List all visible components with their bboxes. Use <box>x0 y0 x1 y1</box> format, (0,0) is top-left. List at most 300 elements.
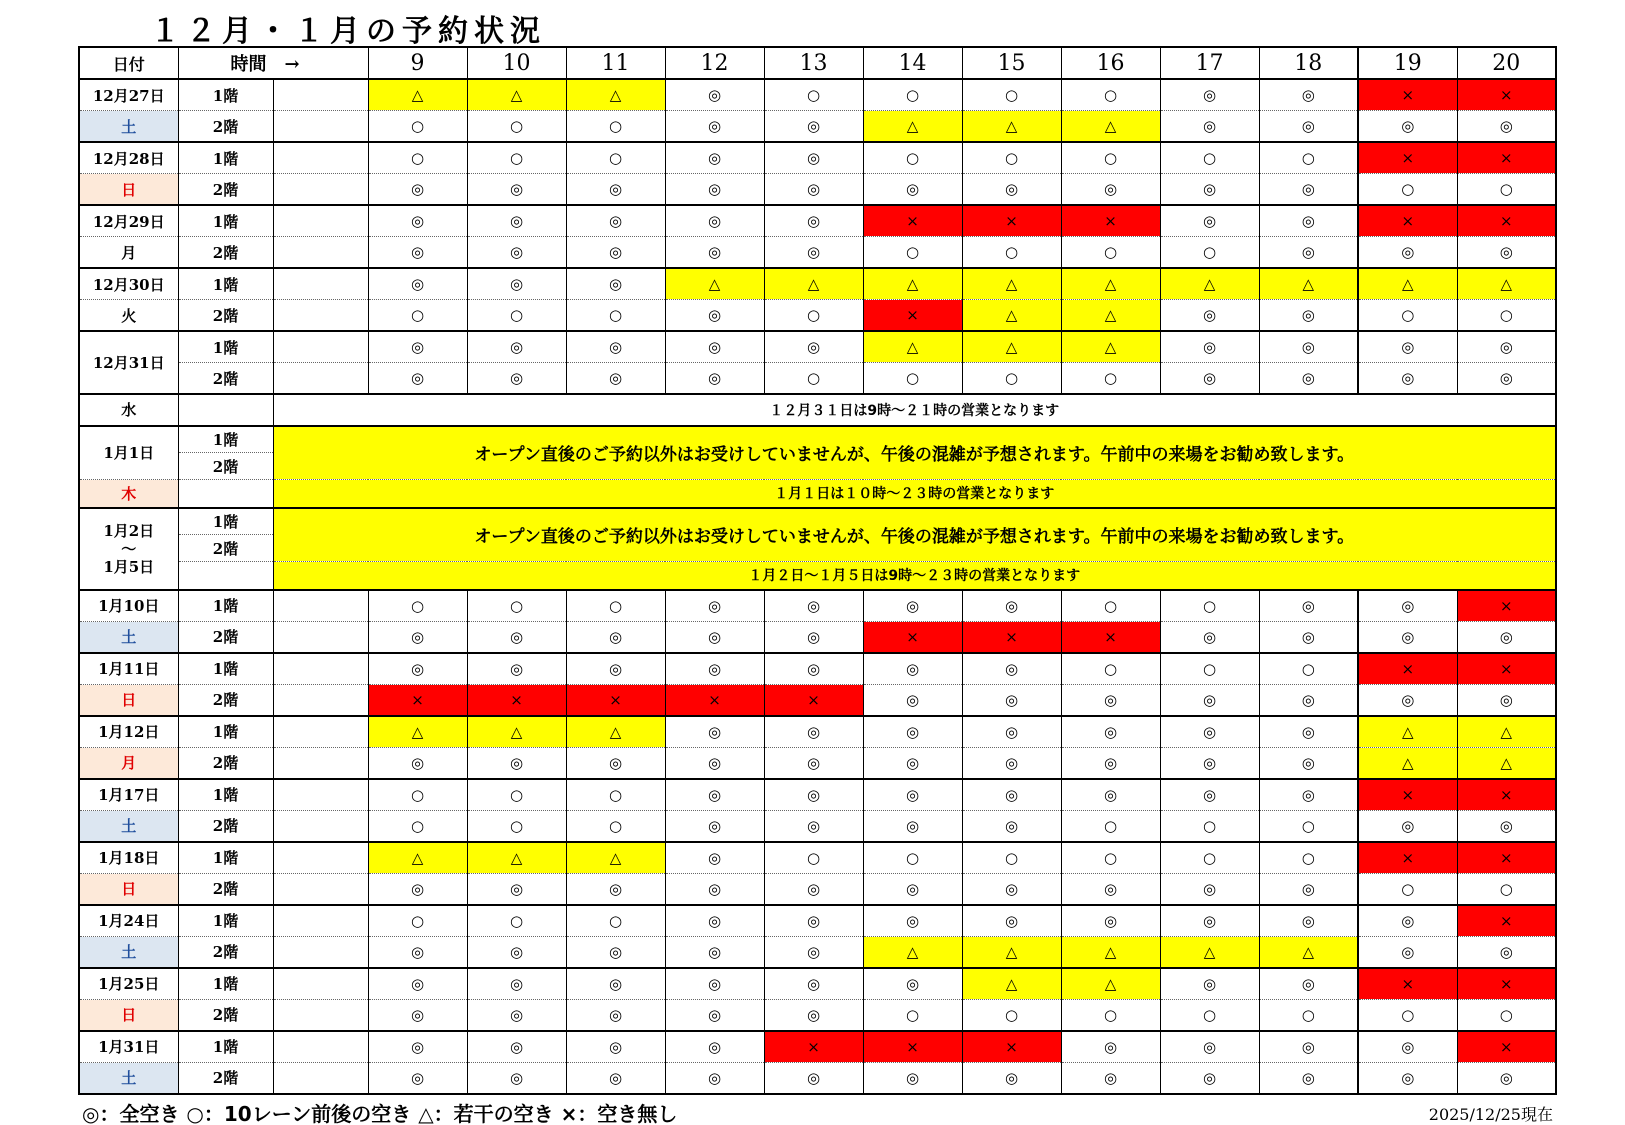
slot-cell: × <box>863 1031 962 1063</box>
day-cell: 日 <box>79 873 178 905</box>
floor-cell: 1階 <box>178 653 273 685</box>
floor-cell: 2階 <box>178 936 273 968</box>
slot-cell: ◎ <box>665 936 764 968</box>
slot-cell: × <box>1457 842 1556 874</box>
slot-cell: ◎ <box>1259 1031 1358 1063</box>
slot-cell: ◎ <box>1160 363 1259 395</box>
slot-cell: ◎ <box>665 653 764 685</box>
slot-cell: ◎ <box>764 999 863 1031</box>
slot-cell: △ <box>962 331 1061 363</box>
header-hour: 17 <box>1160 47 1259 79</box>
spacer-cell <box>273 968 368 1000</box>
slot-cell: × <box>1061 205 1160 237</box>
day-cell: 土 <box>79 1062 178 1094</box>
slot-cell: ○ <box>962 999 1061 1031</box>
slot-cell: △ <box>566 716 665 748</box>
slot-cell: ◎ <box>1457 810 1556 842</box>
day-cell: 土 <box>79 621 178 653</box>
slot-cell: ◎ <box>1358 905 1457 937</box>
slot-cell: ◎ <box>665 1062 764 1094</box>
slot-cell: ○ <box>467 779 566 811</box>
slot-cell: ◎ <box>1160 331 1259 363</box>
slot-cell: × <box>1457 779 1556 811</box>
slot-cell: ○ <box>863 842 962 874</box>
date-cell: 1月25日 <box>79 968 178 1000</box>
slot-cell: ◎ <box>962 590 1061 622</box>
slot-cell: ○ <box>368 905 467 937</box>
legend: ◎：全空き ○：10レーン前後の空き △：若干の空き ×：空き無し <box>82 1102 678 1125</box>
slot-cell: ◎ <box>1358 331 1457 363</box>
slot-cell: ◎ <box>368 205 467 237</box>
slot-cell: × <box>1457 79 1556 111</box>
slot-cell: × <box>467 684 566 716</box>
slot-cell: ◎ <box>764 331 863 363</box>
slot-cell: ◎ <box>665 873 764 905</box>
slot-cell: △ <box>962 968 1061 1000</box>
slot-cell: △ <box>863 111 962 143</box>
slot-cell: ◎ <box>1160 111 1259 143</box>
slot-cell: ○ <box>1061 653 1160 685</box>
slot-cell: △ <box>1061 268 1160 300</box>
slot-cell: ◎ <box>665 300 764 332</box>
slot-cell: △ <box>1457 268 1556 300</box>
slot-cell: ◎ <box>1259 590 1358 622</box>
date-cell: 1月18日 <box>79 842 178 874</box>
slot-cell: × <box>1457 590 1556 622</box>
slot-cell: × <box>1358 142 1457 174</box>
date-line: ～ <box>121 539 137 558</box>
slot-cell: ◎ <box>665 621 764 653</box>
date-cell: 1月1日 <box>79 426 178 480</box>
slot-cell: ○ <box>566 142 665 174</box>
slot-cell: ◎ <box>1259 621 1358 653</box>
slot-cell: ◎ <box>566 873 665 905</box>
header-hour: 15 <box>962 47 1061 79</box>
slot-cell: × <box>962 205 1061 237</box>
slot-cell: × <box>1457 968 1556 1000</box>
slot-cell: ◎ <box>1457 936 1556 968</box>
slot-cell: ○ <box>1259 842 1358 874</box>
slot-cell: △ <box>1061 300 1160 332</box>
floor-cell: 1階 <box>178 968 273 1000</box>
spacer-cell <box>273 684 368 716</box>
slot-cell: ◎ <box>566 237 665 269</box>
date-cell: 12月27日 <box>79 79 178 111</box>
slot-cell: ◎ <box>1358 1031 1457 1063</box>
slot-cell: × <box>1457 653 1556 685</box>
slot-cell: ◎ <box>1061 174 1160 206</box>
slot-cell: ◎ <box>1259 331 1358 363</box>
slot-cell: ◎ <box>368 1062 467 1094</box>
slot-cell: ◎ <box>764 779 863 811</box>
spacer-cell <box>273 590 368 622</box>
floor-cell: 2階 <box>178 999 273 1031</box>
slot-cell: ○ <box>962 142 1061 174</box>
date-cell: 12月30日 <box>79 268 178 300</box>
floor-cell: 2階 <box>178 684 273 716</box>
slot-cell: ○ <box>467 810 566 842</box>
day-cell: 火 <box>79 300 178 332</box>
spacer-cell <box>273 1062 368 1094</box>
slot-cell: ◎ <box>467 747 566 779</box>
date-cell: 1月24日 <box>79 905 178 937</box>
date-cell: 1月12日 <box>79 716 178 748</box>
slot-cell: ◎ <box>1160 779 1259 811</box>
spacer-cell <box>273 79 368 111</box>
floor-cell: 2階 <box>178 535 273 562</box>
slot-cell: ◎ <box>368 1031 467 1063</box>
slot-cell: ◎ <box>962 174 1061 206</box>
slot-cell: ◎ <box>1160 621 1259 653</box>
slot-cell: ○ <box>863 999 962 1031</box>
floor-cell: 2階 <box>178 1062 273 1094</box>
slot-cell: △ <box>863 331 962 363</box>
slot-cell: ○ <box>368 590 467 622</box>
slot-cell: × <box>1457 905 1556 937</box>
spacer-cell <box>273 174 368 206</box>
slot-cell: ○ <box>1061 999 1160 1031</box>
slot-cell: △ <box>764 268 863 300</box>
slot-cell: ◎ <box>1160 79 1259 111</box>
slot-cell: ◎ <box>764 810 863 842</box>
spacer-cell <box>178 480 273 508</box>
slot-cell: ○ <box>1061 142 1160 174</box>
slot-cell: ◎ <box>1259 363 1358 395</box>
slot-cell: ◎ <box>863 905 962 937</box>
floor-cell: 1階 <box>178 205 273 237</box>
spacer-cell <box>273 237 368 269</box>
slot-cell: △ <box>863 936 962 968</box>
slot-cell: ◎ <box>467 205 566 237</box>
slot-cell: ◎ <box>566 174 665 206</box>
spacer-cell <box>273 999 368 1031</box>
slot-cell: ○ <box>1160 590 1259 622</box>
slot-cell: ◎ <box>1358 363 1457 395</box>
slot-cell: △ <box>1061 936 1160 968</box>
slot-cell: ◎ <box>764 1062 863 1094</box>
header-time: 時間 → <box>178 47 368 79</box>
slot-cell: ◎ <box>368 174 467 206</box>
date-cell <box>79 508 178 590</box>
day-cell: 木 <box>79 480 178 508</box>
spacer-cell <box>273 331 368 363</box>
slot-cell: ◎ <box>764 237 863 269</box>
slot-cell: ○ <box>1160 999 1259 1031</box>
slot-cell: ◎ <box>863 873 962 905</box>
floor-cell: 2階 <box>178 237 273 269</box>
slot-cell: ◎ <box>665 142 764 174</box>
slot-cell: ◎ <box>566 205 665 237</box>
spacer-cell <box>273 621 368 653</box>
slot-cell: ◎ <box>1061 684 1160 716</box>
slot-cell: ○ <box>962 842 1061 874</box>
spacer-cell <box>273 747 368 779</box>
slot-cell: ○ <box>566 590 665 622</box>
slot-cell: ◎ <box>1457 237 1556 269</box>
slot-cell: × <box>566 684 665 716</box>
slot-cell: △ <box>1061 331 1160 363</box>
slot-cell: ◎ <box>1061 1062 1160 1094</box>
spacer-cell <box>273 936 368 968</box>
slot-cell: ◎ <box>665 590 764 622</box>
floor-cell: 1階 <box>178 142 273 174</box>
date-cell: 12月28日 <box>79 142 178 174</box>
slot-cell: △ <box>1160 936 1259 968</box>
slot-cell: ◎ <box>566 1062 665 1094</box>
floor-cell: 2階 <box>178 810 273 842</box>
slot-cell: ◎ <box>665 205 764 237</box>
slot-cell: △ <box>1259 936 1358 968</box>
slot-cell: ◎ <box>1259 684 1358 716</box>
slot-cell: ◎ <box>962 716 1061 748</box>
slot-cell: ◎ <box>863 174 962 206</box>
slot-cell: △ <box>1358 747 1457 779</box>
slot-cell: ◎ <box>467 363 566 395</box>
spacer-cell <box>273 873 368 905</box>
slot-cell: ◎ <box>764 174 863 206</box>
slot-cell: ○ <box>1259 142 1358 174</box>
slot-cell: ◎ <box>764 905 863 937</box>
slot-cell: ◎ <box>1259 300 1358 332</box>
slot-cell: ◎ <box>1160 1062 1259 1094</box>
slot-cell: × <box>1358 79 1457 111</box>
slot-cell: × <box>1457 205 1556 237</box>
slot-cell: ◎ <box>1259 716 1358 748</box>
header-hour: 16 <box>1061 47 1160 79</box>
slot-cell: ○ <box>863 79 962 111</box>
slot-cell: ◎ <box>1061 905 1160 937</box>
slot-cell: ○ <box>962 237 1061 269</box>
slot-cell: ◎ <box>665 363 764 395</box>
slot-cell: ○ <box>1457 174 1556 206</box>
slot-cell: ◎ <box>962 653 1061 685</box>
day-cell: 日 <box>79 174 178 206</box>
slot-cell: ◎ <box>1259 79 1358 111</box>
date-cell: 1月10日 <box>79 590 178 622</box>
slot-cell: ◎ <box>863 747 962 779</box>
spacer-cell <box>273 142 368 174</box>
slot-cell: × <box>368 684 467 716</box>
spacer-cell <box>273 842 368 874</box>
slot-cell: ○ <box>962 79 1061 111</box>
spacer-cell <box>273 716 368 748</box>
slot-cell: △ <box>962 300 1061 332</box>
slot-cell: △ <box>368 716 467 748</box>
slot-cell: ◎ <box>863 684 962 716</box>
slot-cell: ○ <box>764 842 863 874</box>
slot-cell: ○ <box>368 111 467 143</box>
floor-cell: 2階 <box>178 111 273 143</box>
slot-cell: ◎ <box>962 684 1061 716</box>
slot-cell: ◎ <box>467 1062 566 1094</box>
floor-cell: 2階 <box>178 453 273 480</box>
slot-cell: ◎ <box>566 268 665 300</box>
header-hour: 12 <box>665 47 764 79</box>
slot-cell: × <box>764 684 863 716</box>
slot-cell: ◎ <box>764 873 863 905</box>
slot-cell: ◎ <box>368 747 467 779</box>
date-cell: 12月29日 <box>79 205 178 237</box>
slot-cell: ◎ <box>368 968 467 1000</box>
slot-cell: ○ <box>566 810 665 842</box>
floor-cell: 2階 <box>178 621 273 653</box>
slot-cell: ◎ <box>368 363 467 395</box>
day-cell: 月 <box>79 237 178 269</box>
slot-cell: △ <box>1259 268 1358 300</box>
slot-cell: ◎ <box>962 747 1061 779</box>
slot-cell: ◎ <box>467 999 566 1031</box>
notice-cell: オープン直後のご予約以外はお受けしていませんが、午後の混雑が予想されます。午前中の来場をお勧め致します。 <box>273 508 1556 562</box>
slot-cell: ◎ <box>764 716 863 748</box>
slot-cell: ○ <box>368 779 467 811</box>
slot-cell: ◎ <box>764 142 863 174</box>
slot-cell: ◎ <box>1160 873 1259 905</box>
slot-cell: ◎ <box>665 111 764 143</box>
slot-cell: ○ <box>467 905 566 937</box>
slot-cell: △ <box>467 79 566 111</box>
page-title: １２月・１月の予約状況 <box>150 14 546 49</box>
slot-cell: △ <box>962 936 1061 968</box>
spacer-cell <box>178 394 273 426</box>
slot-cell: ○ <box>1160 653 1259 685</box>
header-hour: 19 <box>1358 47 1457 79</box>
floor-cell: 2階 <box>178 747 273 779</box>
slot-cell: ◎ <box>863 590 962 622</box>
slot-cell: ◎ <box>467 873 566 905</box>
date-cell: 1月31日 <box>79 1031 178 1063</box>
slot-cell: ◎ <box>368 331 467 363</box>
slot-cell: ○ <box>1358 999 1457 1031</box>
slot-cell: ◎ <box>1358 936 1457 968</box>
slot-cell: × <box>764 1031 863 1063</box>
slot-cell: ◎ <box>1358 1062 1457 1094</box>
slot-cell: ○ <box>1061 79 1160 111</box>
slot-cell: ○ <box>1259 810 1358 842</box>
slot-cell: ◎ <box>1160 1031 1259 1063</box>
slot-cell: ◎ <box>1358 590 1457 622</box>
slot-cell: ◎ <box>665 999 764 1031</box>
slot-cell: ○ <box>1358 300 1457 332</box>
slot-cell: ◎ <box>1160 716 1259 748</box>
slot-cell: ◎ <box>665 905 764 937</box>
slot-cell: ◎ <box>1457 621 1556 653</box>
slot-cell: ◎ <box>1259 237 1358 269</box>
slot-cell: ○ <box>1457 999 1556 1031</box>
slot-cell: ◎ <box>566 621 665 653</box>
day-cell: 土 <box>79 810 178 842</box>
slot-cell: ○ <box>764 79 863 111</box>
header-hour: 10 <box>467 47 566 79</box>
slot-cell: △ <box>1358 716 1457 748</box>
slot-cell: ◎ <box>368 621 467 653</box>
floor-cell: 2階 <box>178 300 273 332</box>
slot-cell: ◎ <box>1457 363 1556 395</box>
slot-cell: ◎ <box>1160 205 1259 237</box>
slot-cell: ◎ <box>1259 747 1358 779</box>
slot-cell: △ <box>566 79 665 111</box>
slot-cell: × <box>665 684 764 716</box>
slot-cell: ○ <box>566 905 665 937</box>
slot-cell: ◎ <box>1457 1062 1556 1094</box>
floor-cell: 1階 <box>178 716 273 748</box>
slot-cell: ◎ <box>764 205 863 237</box>
slot-cell: × <box>1358 779 1457 811</box>
spacer-cell <box>273 300 368 332</box>
date-line: 1月2日 <box>103 521 155 540</box>
slot-cell: ◎ <box>665 331 764 363</box>
floor-cell: 2階 <box>178 174 273 206</box>
day-cell: 水 <box>79 394 178 426</box>
hours-note: １２月３１日は9時～２１時の営業となります <box>273 394 1556 426</box>
slot-cell: ◎ <box>764 747 863 779</box>
spacer-cell <box>273 905 368 937</box>
slot-cell: ◎ <box>665 779 764 811</box>
slot-cell: ◎ <box>566 653 665 685</box>
slot-cell: ◎ <box>764 936 863 968</box>
spacer-cell <box>273 810 368 842</box>
slot-cell: ◎ <box>863 779 962 811</box>
day-cell: 月 <box>79 747 178 779</box>
slot-cell: ◎ <box>665 747 764 779</box>
slot-cell: × <box>1358 653 1457 685</box>
slot-cell: ◎ <box>665 968 764 1000</box>
header-hour: 9 <box>368 47 467 79</box>
slot-cell: ◎ <box>665 842 764 874</box>
slot-cell: ○ <box>368 300 467 332</box>
slot-cell: △ <box>566 842 665 874</box>
slot-cell: ◎ <box>368 237 467 269</box>
slot-cell: ○ <box>1160 237 1259 269</box>
floor-cell: 1階 <box>178 1031 273 1063</box>
slot-cell: ○ <box>1358 873 1457 905</box>
slot-cell: △ <box>368 79 467 111</box>
slot-cell: ◎ <box>1259 1062 1358 1094</box>
slot-cell: ○ <box>764 363 863 395</box>
spacer-cell <box>273 653 368 685</box>
slot-cell: ◎ <box>1061 1031 1160 1063</box>
floor-cell: 1階 <box>178 508 273 535</box>
slot-cell: △ <box>665 268 764 300</box>
slot-cell: ◎ <box>962 905 1061 937</box>
slot-cell: × <box>863 621 962 653</box>
slot-cell: ◎ <box>962 873 1061 905</box>
slot-cell: ◎ <box>368 999 467 1031</box>
slot-cell: ◎ <box>1160 174 1259 206</box>
slot-cell: ◎ <box>863 968 962 1000</box>
slot-cell: ◎ <box>1457 684 1556 716</box>
slot-cell: ◎ <box>1259 205 1358 237</box>
slot-cell: ○ <box>863 142 962 174</box>
floor-cell: 2階 <box>178 363 273 395</box>
floor-cell: 1階 <box>178 79 273 111</box>
slot-cell: ◎ <box>467 621 566 653</box>
slot-cell: ○ <box>467 590 566 622</box>
slot-cell: ◎ <box>467 268 566 300</box>
slot-cell: × <box>863 205 962 237</box>
slot-cell: ○ <box>467 111 566 143</box>
reservation-table <box>78 46 1557 1095</box>
slot-cell: ◎ <box>1160 300 1259 332</box>
slot-cell: ◎ <box>665 1031 764 1063</box>
header-hour: 20 <box>1457 47 1556 79</box>
slot-cell: ◎ <box>566 936 665 968</box>
slot-cell: ○ <box>566 111 665 143</box>
floor-cell: 1階 <box>178 842 273 874</box>
slot-cell: ◎ <box>863 810 962 842</box>
slot-cell: ◎ <box>368 873 467 905</box>
date-line: 1月5日 <box>103 557 155 576</box>
slot-cell: ○ <box>863 363 962 395</box>
